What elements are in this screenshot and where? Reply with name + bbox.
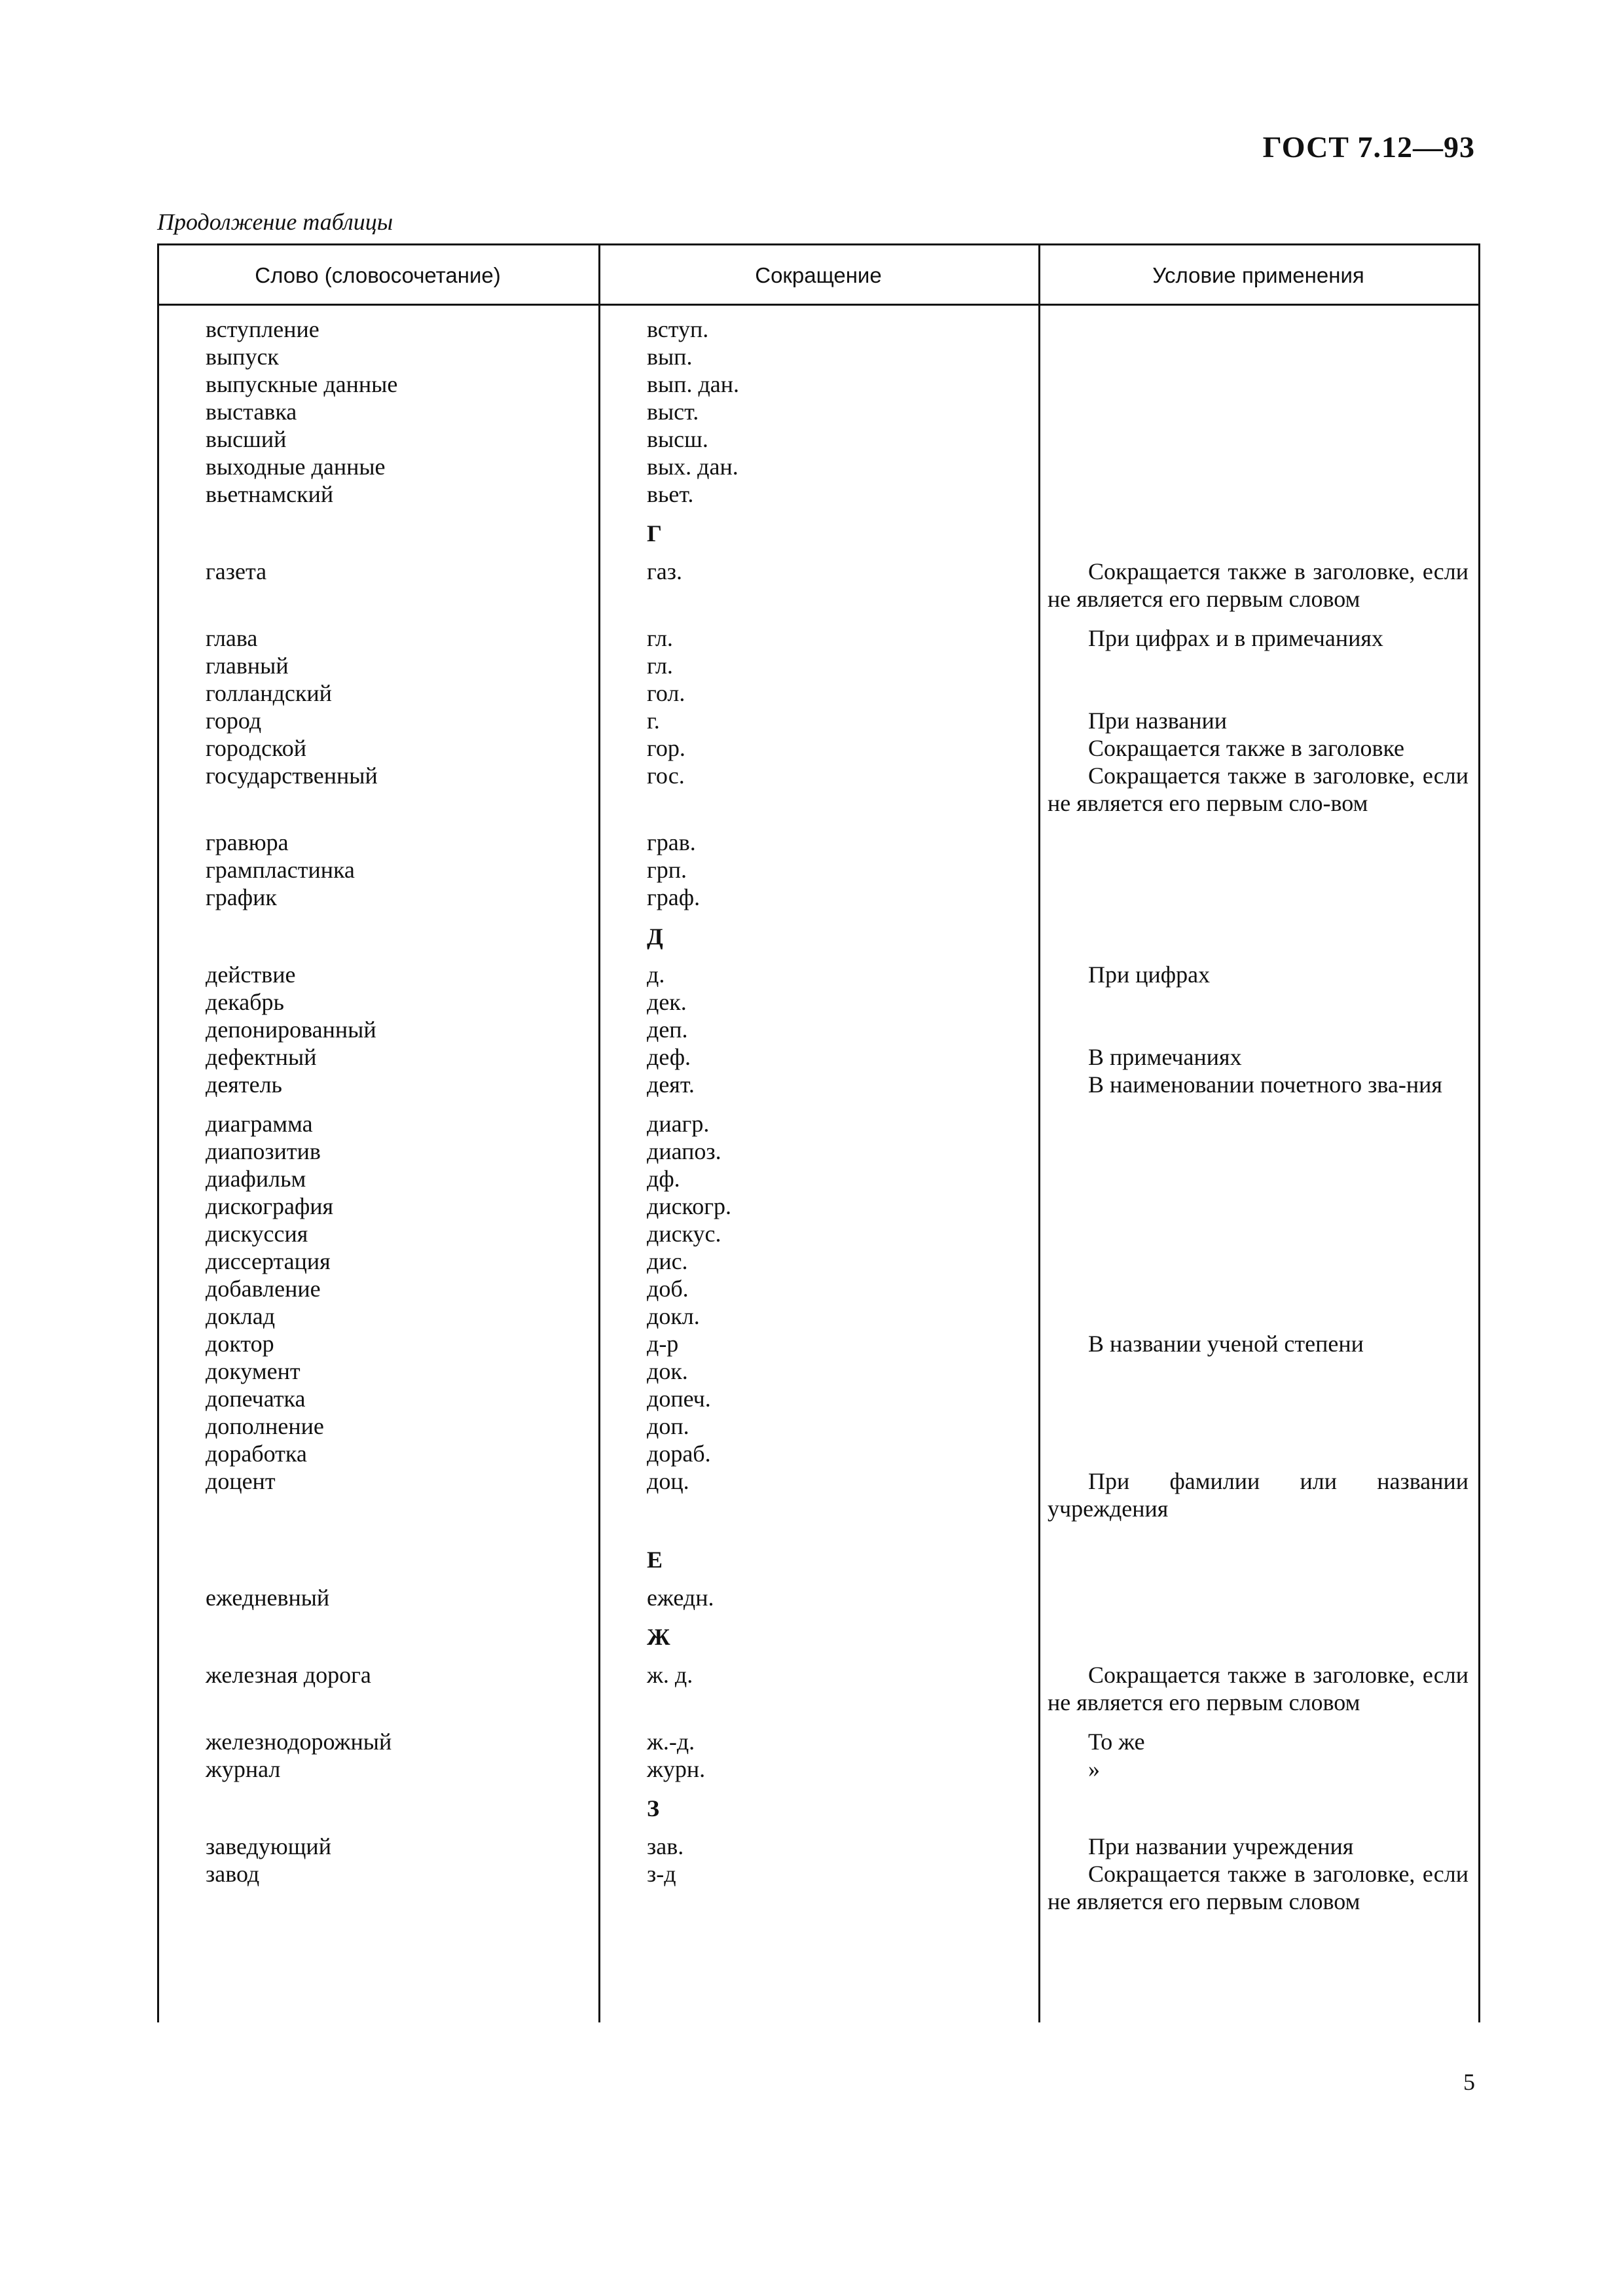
row-spacer [157, 1915, 1480, 1927]
table-row [157, 398, 1480, 425]
abbreviation-cell: зав. [647, 1833, 684, 1859]
abbreviation-cell: ежедн. [647, 1585, 714, 1611]
table-row [157, 1165, 1480, 1193]
abbreviation-cell: журн. [647, 1756, 706, 1782]
table-row [157, 370, 1480, 398]
table-row [157, 1247, 1480, 1275]
abbreviation-cell: гор. [647, 735, 685, 761]
abbreviation-cell: доц. [647, 1468, 689, 1494]
table-caption: Продолжение таблицы [157, 209, 393, 235]
page-number: 5 [1463, 2069, 1475, 2095]
table-row [157, 1302, 1480, 1330]
abbreviation-cell: вых. дан. [647, 454, 739, 480]
abbreviation-cell: дискогр. [647, 1193, 731, 1219]
condition-cell: » [1088, 1756, 1100, 1782]
table-row [157, 1467, 1480, 1522]
table-row [157, 1661, 1480, 1716]
abbreviation-cell: з-д [647, 1861, 676, 1887]
abbreviation-cell: докл. [647, 1303, 700, 1329]
abbreviation-cell: ж. д. [647, 1662, 693, 1688]
word-cell: выпускные данные [206, 371, 398, 397]
table-row [157, 624, 1480, 652]
word-cell: выставка [206, 399, 297, 425]
row-spacer [157, 1522, 1480, 1534]
row-spacer [157, 817, 1480, 829]
table-row [157, 1330, 1480, 1357]
table-row [157, 884, 1480, 911]
abbreviation-cell: гл. [647, 625, 673, 651]
section-letter-row [157, 1611, 1480, 1661]
word-cell: государственный [206, 762, 378, 789]
word-cell: документ [206, 1358, 301, 1384]
table-row [157, 453, 1480, 480]
table-row [157, 856, 1480, 884]
table-row [157, 707, 1480, 734]
abbreviation-cell: грп. [647, 857, 687, 883]
table-row [157, 1193, 1480, 1220]
table-row [157, 988, 1480, 1016]
section-letter: Е [647, 1547, 663, 1573]
abbreviation-cell: д. [647, 961, 665, 988]
table-row [157, 1071, 1480, 1098]
table-row [157, 1385, 1480, 1412]
table-row [157, 961, 1480, 988]
table-row [157, 1584, 1480, 1611]
word-cell: вьетнамский [206, 481, 334, 507]
table-row [157, 734, 1480, 762]
abbreviation-cell: деят. [647, 1071, 695, 1098]
row-spacer [157, 1098, 1480, 1110]
table-row [157, 1412, 1480, 1440]
table-row [157, 652, 1480, 679]
condition-cell: Сокращается также в заголовке, если не является его первым словом [1048, 558, 1468, 612]
condition-cell: Сокращается также в заголовке, если не является его первым словом [1048, 1861, 1468, 1914]
word-cell: доработка [206, 1441, 307, 1467]
word-cell: диафильм [206, 1166, 306, 1192]
word-cell: деятель [206, 1071, 282, 1098]
word-cell: глава [206, 625, 258, 651]
condition-cell: Сокращается также в заголовке [1088, 735, 1405, 761]
abbreviation-cell: грав. [647, 829, 696, 855]
word-cell: диаграмма [206, 1111, 313, 1137]
column-header-word: Слово (словосочетание) [255, 263, 501, 287]
word-cell: доктор [206, 1331, 274, 1357]
table-row [157, 1138, 1480, 1165]
abbreviation-cell: высш. [647, 426, 708, 452]
condition-cell: В примечаниях [1088, 1044, 1242, 1070]
table-row [157, 1860, 1480, 1915]
section-letter: З [647, 1795, 660, 1821]
table-row [157, 1357, 1480, 1385]
word-cell: декабрь [206, 989, 284, 1015]
abbreviation-cell: допеч. [647, 1386, 711, 1412]
abbreviation-cell: д-р [647, 1331, 679, 1357]
word-cell: дефектный [206, 1044, 317, 1070]
abbreviation-cell: доб. [647, 1276, 689, 1302]
table-row [157, 1043, 1480, 1071]
section-letter-row [157, 911, 1480, 961]
word-cell: дискография [206, 1193, 334, 1219]
section-letter-row [157, 1783, 1480, 1833]
condition-cell: Сокращается также в заголовке, если не является его первым сло-вом [1048, 762, 1468, 816]
word-cell: диапозитив [206, 1138, 321, 1164]
table-row [157, 762, 1480, 817]
abbreviation-cell: вступ. [647, 316, 709, 342]
table-row [157, 480, 1480, 508]
table-row [157, 425, 1480, 453]
word-cell: допечатка [206, 1386, 306, 1412]
table-row [157, 1755, 1480, 1783]
word-cell: доклад [206, 1303, 276, 1329]
word-cell: заведующий [206, 1833, 331, 1859]
abbreviation-cell: вып. дан. [647, 371, 740, 397]
column-header-condition: Условие применения [1152, 263, 1364, 287]
word-cell: завод [206, 1861, 260, 1887]
abbreviation-cell: гл. [647, 653, 673, 679]
word-cell: городской [206, 735, 307, 761]
condition-cell: При фамилии или названии учреждения [1048, 1468, 1468, 1522]
section-letter: Ж [647, 1624, 670, 1650]
abbreviation-cell: доп. [647, 1413, 689, 1439]
abbreviation-cell: дораб. [647, 1441, 711, 1467]
table-row [157, 315, 1480, 343]
word-cell: депонированный [206, 1016, 376, 1043]
word-cell: газета [206, 558, 267, 584]
table-row [157, 1110, 1480, 1138]
abbreviation-cell: дискус. [647, 1221, 721, 1247]
word-cell: гравюра [206, 829, 289, 855]
condition-cell: При цифрах и в примечаниях [1088, 625, 1383, 651]
word-cell: график [206, 884, 277, 910]
table-row [157, 343, 1480, 370]
word-cell: дополнение [206, 1413, 324, 1439]
document-code: ГОСТ 7.12—93 [1262, 130, 1475, 164]
word-cell: главный [206, 653, 289, 679]
abbreviation-cell: дис. [647, 1248, 688, 1274]
table-row [157, 1440, 1480, 1467]
table-body [157, 315, 1480, 1927]
section-letter-row [157, 1534, 1480, 1584]
table-top-border [157, 243, 1480, 245]
section-letter: Д [647, 924, 663, 950]
abbreviation-cell: диапоз. [647, 1138, 721, 1164]
word-cell: выпуск [206, 344, 279, 370]
abbreviation-cell: гос. [647, 762, 685, 789]
row-spacer [157, 1716, 1480, 1728]
word-cell: действие [206, 961, 296, 988]
abbreviation-cell: граф. [647, 884, 701, 910]
abbreviation-cell: деп. [647, 1016, 688, 1043]
abbreviation-cell: док. [647, 1358, 688, 1384]
row-spacer [157, 613, 1480, 624]
section-letter-row [157, 508, 1480, 558]
abbreviations-table [157, 243, 1480, 2022]
abbreviation-cell: выст. [647, 399, 699, 425]
word-cell: доцент [206, 1468, 276, 1494]
table-row [157, 1728, 1480, 1755]
table-row [157, 1275, 1480, 1302]
table-row [157, 829, 1480, 856]
column-header-abbreviation: Сокращение [755, 263, 882, 287]
abbreviation-cell: дф. [647, 1166, 680, 1192]
table-row [157, 1220, 1480, 1247]
word-cell: выходные данные [206, 454, 386, 480]
abbreviation-cell: вьет. [647, 481, 694, 507]
table-row [157, 1016, 1480, 1043]
abbreviation-cell: вып. [647, 344, 693, 370]
abbreviation-cell: дек. [647, 989, 687, 1015]
word-cell: дискуссия [206, 1221, 308, 1247]
table-row [157, 1833, 1480, 1860]
table-header-border [157, 304, 1480, 306]
word-cell: железнодорожный [206, 1729, 392, 1755]
word-cell: диссертация [206, 1248, 331, 1274]
abbreviation-cell: диагр. [647, 1111, 710, 1137]
word-cell: высший [206, 426, 287, 452]
condition-cell: То же [1088, 1729, 1145, 1755]
abbreviation-cell: гол. [647, 680, 685, 706]
word-cell: железная дорога [206, 1662, 371, 1688]
condition-cell: При цифрах [1088, 961, 1211, 988]
word-cell: вступление [206, 316, 319, 342]
condition-cell: Сокращается также в заголовке, если не является его первым словом [1048, 1662, 1468, 1715]
table-row [157, 679, 1480, 707]
word-cell: добавление [206, 1276, 321, 1302]
condition-cell: В наименовании почетного зва-ния [1088, 1071, 1442, 1098]
word-cell: журнал [206, 1756, 281, 1782]
word-cell: грампластинка [206, 857, 355, 883]
section-letter: Г [647, 520, 662, 547]
table-row [157, 558, 1480, 613]
abbreviation-cell: газ. [647, 558, 682, 584]
word-cell: город [206, 708, 262, 734]
condition-cell: При названии учреждения [1088, 1833, 1354, 1859]
condition-cell: При названии [1088, 708, 1228, 734]
abbreviation-cell: ж.-д. [647, 1729, 695, 1755]
word-cell: голландский [206, 680, 332, 706]
condition-cell: В названии ученой степени [1088, 1331, 1364, 1357]
abbreviation-cell: деф. [647, 1044, 691, 1070]
word-cell: ежедневный [206, 1585, 330, 1611]
abbreviation-cell: г. [647, 708, 660, 734]
